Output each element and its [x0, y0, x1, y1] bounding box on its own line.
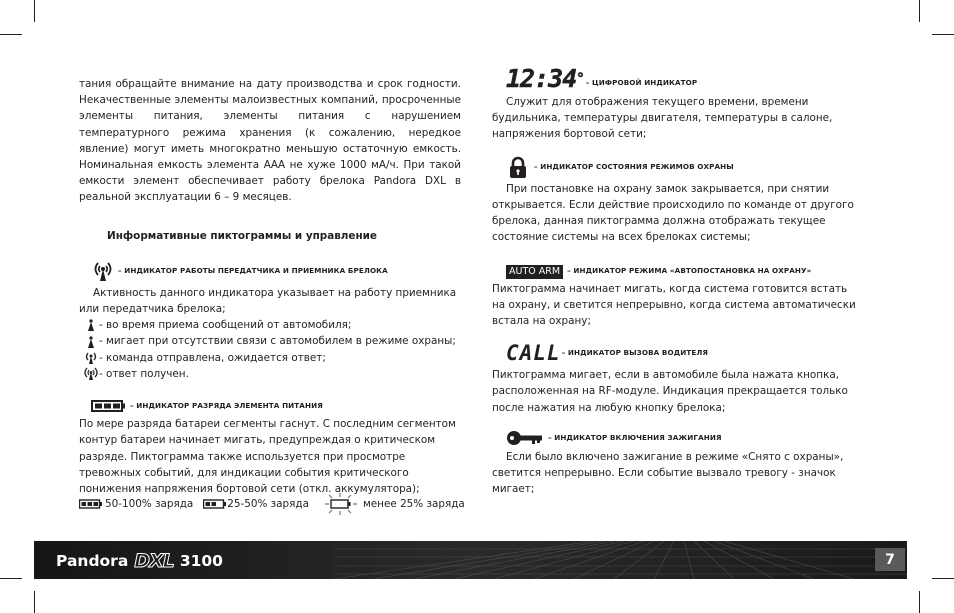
right-column	[492, 66, 858, 497]
footer-bar	[34, 541, 907, 579]
crop-mark	[919, 591, 920, 613]
lock-icon	[506, 155, 530, 179]
list-item	[83, 366, 461, 382]
bullet-text: - команда отправлена, ожидается ответ;	[99, 351, 326, 364]
battery-medium-icon	[203, 499, 227, 509]
radio-indicator-description: Активность данного индикатора указывает на работу приемника или передатчика брелока;	[79, 286, 457, 316]
autoarm-indicator-heading	[506, 263, 858, 279]
antenna-transmit-icon	[83, 351, 99, 365]
autoarm-indicator-label: – ИНДИКАТОР РЕЖИМА «АВТОПОСТАНОВКА НА ОХРАНУ»	[567, 266, 812, 276]
digital-indicator-description: Служит для отображения текущего времени, времени будильника, температуры двигателя, температуры в салоне, напряжения бортовой сети;	[492, 96, 833, 141]
antenna-full-icon	[83, 367, 99, 381]
battery-indicator-label: – ИНДИКАТОР РАЗРЯДА ЭЛЕМЕНТА ПИТАНИЯ	[130, 401, 323, 411]
model-number: 3100	[179, 552, 223, 570]
autoarm-indicator-description: Пиктограмма начинает мигать, когда система готовится встать на охрану, и светится непрерывно, когда система автоматически встала на охрану;	[492, 282, 856, 328]
crop-mark	[932, 34, 954, 35]
brand-logo	[56, 550, 223, 572]
crop-mark	[34, 591, 35, 613]
ignition-indicator-label: – ИНДИКАТОР ВКЛЮЧЕНИЯ ЗАЖИГАНИЯ	[548, 432, 722, 442]
battery-low-flashing-icon	[321, 492, 361, 516]
brand-name: Pandora	[56, 552, 129, 570]
antenna-receive-icon	[83, 318, 99, 332]
list-item	[83, 333, 461, 349]
ignition-indicator-heading	[506, 428, 858, 448]
page-number: 7	[875, 548, 905, 571]
crop-mark	[932, 578, 954, 579]
degree-celsius-icon: °	[576, 71, 584, 87]
bullet-text: - во время приема сообщений от автомобиля;	[99, 319, 352, 332]
left-column	[79, 76, 461, 497]
crop-mark	[919, 0, 920, 22]
section-title: Информативные пиктограммы и управление	[107, 229, 377, 242]
battery-charge-legend	[79, 492, 469, 516]
digital-indicator-label: – ЦИФРОВОЙ ИНДИКАТОР	[585, 77, 698, 87]
charge-label-high: 50-100% заряда	[105, 498, 194, 510]
model-name: DXL	[134, 550, 174, 572]
call-indicator-label: – ИНДИКАТОР ВЫЗОВА ВОДИТЕЛЯ	[561, 348, 709, 358]
list-item	[83, 350, 461, 366]
lock-indicator-label: – ИНДИКАТОР СОСТОЯНИЯ РЕЖИМОВ ОХРАНЫ	[534, 161, 734, 171]
autoarm-badge: AUTO ARM	[506, 265, 563, 279]
battery-icon	[91, 399, 127, 413]
crop-mark	[0, 34, 22, 35]
crop-mark	[34, 0, 35, 22]
lock-indicator-heading	[506, 155, 858, 179]
battery-indicator-description: По мере разряда батареи сегменты гаснут. С последним сегментом контур батареи начинает мигать, предупреждая о критическом разряде. Пиктограмма также используется при просмотре тревожных событий, для индикации события критического понижения напряжения бортовой сети (откл. аккумулятора);	[79, 418, 456, 496]
radio-indicator-label: – ИНДИКАТОР РАБОТЫ ПЕРЕДАТЧИКА И ПРИЕМНИКА БРЕЛОКА	[118, 265, 388, 275]
crop-mark	[0, 578, 22, 579]
intro-paragraph: тания обращайте внимание на дату производства и срок годности. Некачественные элементы малоизвестных компаний, просроченные элементы питания, элементы питания с нарушением температурного режима хранения (к сожалению, нередкое явление) могут иметь многократно меньшую остаточную емкость. Номинальная емкость элемента ААА не хуже 1000 мА/ч. При такой емкости элемент обеспечивает работу брелока Pandora DXL в реальной эксплуатации 6 – 9 месяцев.	[79, 78, 461, 204]
call-indicator-description: Пиктограмма мигает, если в автомобиле была нажата кнопка, расположенная на RF-модуле. Индикация прекращается только после нажатия на любую кнопку брелока;	[492, 369, 848, 414]
charge-label-medium: 25-50% заряда	[227, 498, 309, 510]
radio-indicator-heading	[91, 260, 461, 282]
battery-full-icon	[79, 499, 103, 509]
battery-indicator-heading	[91, 398, 461, 414]
call-indicator-heading	[506, 341, 858, 365]
antenna-icon	[91, 260, 115, 282]
charge-label-low: менее 25% заряда	[362, 498, 465, 510]
call-display-icon: CALL	[506, 341, 561, 366]
lock-indicator-description: При постановке на охрану замок закрывается, при снятии открывается. Если действие происходило по команде от другого брелока, данная пиктограмма должна отображать текущее состояние системы на всех брелоках системы;	[492, 182, 854, 244]
ignition-indicator-description: Если было включено зажигание в режиме «Снято с охраны», светится непрерывно. Если событие вызвало тревогу - значок мигает;	[492, 450, 844, 496]
list-item	[83, 317, 461, 333]
bullet-text: - ответ получен.	[99, 367, 189, 380]
antenna-receive-icon	[83, 335, 99, 349]
digital-indicator-heading	[506, 66, 858, 92]
bullet-text: - мигает при отсутствии связи с автомобилем в режиме охраны;	[99, 335, 456, 348]
digital-display-icon: 12:34°	[506, 64, 584, 93]
key-icon	[506, 428, 544, 448]
